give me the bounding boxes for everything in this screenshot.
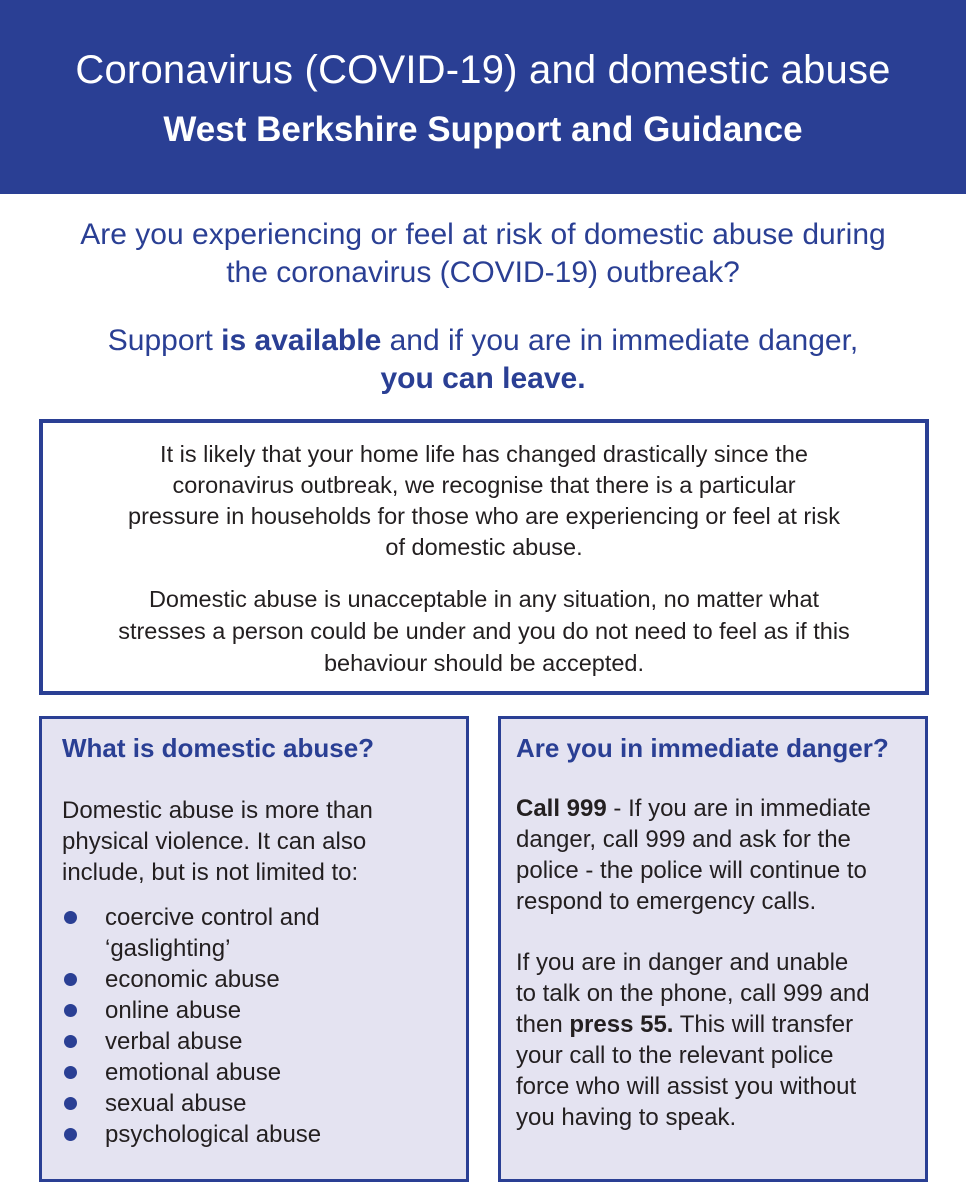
support-text-leave: you can leave.	[380, 362, 586, 395]
risk-question-line-1: Are you experiencing or feel at risk of domestic abuse during	[80, 218, 886, 251]
danger-p2-line: your call to the relevant police	[516, 1042, 834, 1069]
danger-p2-text: This will transfer	[673, 1011, 854, 1038]
intro-p1-line: pressure in households for those who are experiencing or feel at risk	[128, 503, 840, 529]
list-item-text: emotional abuse	[105, 1059, 282, 1086]
list-item	[62, 964, 462, 995]
intro-box	[39, 419, 929, 695]
list-item-text: verbal abuse	[105, 1028, 243, 1055]
list-item	[62, 995, 462, 1026]
what-is-domestic-abuse-panel	[39, 716, 469, 1182]
danger-heading: Are you in immediate danger?	[516, 733, 889, 763]
intro-paragraph-2	[73, 583, 895, 679]
danger-paragraph-2	[516, 947, 916, 1133]
danger-p2-line: force who will assist you without	[516, 1073, 857, 1100]
list-item-text: sexual abuse	[105, 1090, 247, 1117]
risk-question	[0, 216, 966, 292]
page-subtitle: West Berkshire Support and Guidance	[163, 110, 803, 149]
intro-p2-line: Domestic abuse is unacceptable in any situation, no matter what	[148, 586, 820, 612]
list-item-text: economic abuse	[105, 966, 280, 993]
list-item-text: coercive control and	[105, 904, 320, 931]
danger-p2-line: to talk on the phone, call 999 and	[516, 980, 870, 1007]
support-line-2	[0, 360, 966, 398]
bullet-icon	[64, 1004, 77, 1017]
intro-p1-line: coronavirus outbreak, we recognise that there is a particular	[172, 472, 796, 498]
list-item	[62, 1057, 462, 1088]
header-banner	[0, 0, 966, 194]
what-is-heading: What is domestic abuse?	[62, 733, 375, 763]
list-item-text: online abuse	[105, 997, 242, 1024]
intro-p2-line: behaviour should be accepted.	[323, 650, 645, 676]
support-text-available: is available	[221, 324, 382, 357]
what-is-intro	[62, 795, 452, 888]
page-title: Coronavirus (COVID-19) and domestic abuse	[75, 48, 891, 92]
danger-p1-line: respond to emergency calls.	[516, 888, 817, 915]
danger-paragraph-1	[516, 793, 916, 917]
list-item-text-continued: ‘gaslighting’	[105, 935, 231, 962]
risk-question-line-2: the coronavirus (COVID-19) outbreak?	[226, 256, 740, 289]
call-999-label: Call 999	[516, 795, 607, 822]
list-item-text: psychological abuse	[105, 1121, 322, 1148]
press-55-label: press 55.	[569, 1011, 674, 1038]
danger-p2-line: you having to speak.	[516, 1104, 737, 1131]
support-text-1: Support	[107, 324, 222, 357]
what-is-intro-line: Domestic abuse is more than	[62, 797, 373, 824]
bullet-icon	[64, 973, 77, 986]
what-is-intro-line: physical violence. It can also	[62, 828, 367, 855]
intro-p2-line: stresses a person could be under and you do not need to feel as if this	[118, 618, 850, 644]
list-item	[62, 1026, 462, 1057]
intro-p1-line: It is likely that your home life has changed drastically since the	[160, 441, 808, 467]
bullet-icon	[64, 1097, 77, 1110]
intro-p1-line: of domestic abuse.	[385, 534, 583, 560]
support-line-1	[0, 322, 966, 360]
danger-p2-text: then	[516, 1011, 570, 1038]
what-is-intro-line: include, but is not limited to:	[62, 859, 359, 886]
danger-p1-text: - If you are in immediate	[606, 795, 871, 822]
danger-p2-line: If you are in danger and unable	[516, 949, 849, 976]
danger-p1-line: danger, call 999 and ask for the	[516, 826, 851, 853]
list-item	[62, 1119, 462, 1150]
abuse-type-list	[62, 902, 462, 1150]
list-item	[62, 902, 462, 964]
bullet-icon	[64, 1066, 77, 1079]
support-text-3: and if you are in immediate danger,	[381, 324, 859, 357]
support-statement	[0, 322, 966, 398]
intro-paragraph-1	[83, 439, 885, 563]
danger-p2-line	[516, 1009, 916, 1040]
danger-p1-line	[516, 793, 916, 824]
immediate-danger-panel	[498, 716, 928, 1182]
list-item	[62, 1088, 462, 1119]
bullet-icon	[64, 911, 77, 924]
bullet-icon	[64, 1128, 77, 1141]
danger-p1-line: police - the police will continue to	[516, 857, 867, 884]
bullet-icon	[64, 1035, 77, 1048]
